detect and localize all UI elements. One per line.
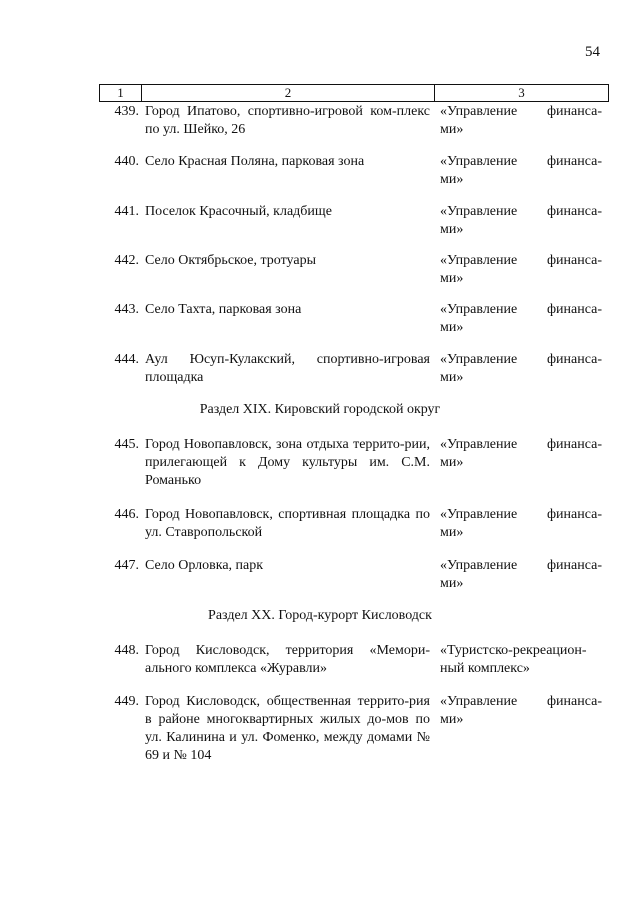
org-word-1: «Управление	[440, 352, 518, 367]
org-word-2: финанса-	[546, 437, 602, 452]
section-title: Раздел XIX. Кировский городской округ	[199, 402, 441, 417]
row-number: 440.	[114, 154, 139, 169]
row-organization	[440, 351, 602, 387]
org-word-2: финанса-	[546, 104, 602, 119]
row-description: Поселок Красочный, кладбище	[145, 204, 332, 219]
row-description: Город Новопавловск, зона отдыха террито-рии, прилегающей к Дому культуры им. С.М. Романько	[145, 437, 430, 488]
row-organization	[440, 252, 602, 288]
row-number: 448.	[114, 643, 139, 658]
org-word-1: «Управление	[440, 437, 518, 452]
row-description: Село Октябрьское, тротуары	[145, 253, 316, 268]
row-number: 449.	[114, 694, 139, 709]
header-col-1: 1	[100, 85, 142, 101]
page-number: 54	[585, 44, 600, 60]
org-word-1: «Туристско-рекреацион-	[440, 643, 587, 658]
org-continuation: ми»	[440, 525, 464, 540]
org-word-2: финанса-	[546, 352, 602, 367]
header-col-3: 3	[518, 85, 525, 100]
row-number: 446.	[114, 507, 139, 522]
org-continuation: ми»	[440, 122, 464, 137]
row-organization	[440, 557, 602, 593]
row-description: Аул Юсуп-Кулакский, спортивно-игровая площадка	[145, 352, 430, 385]
org-word-2: финанса-	[546, 558, 602, 573]
row-organization	[440, 506, 602, 542]
row-description: Город Ипатово, спортивно-игровой ком-плекс по ул. Шейко, 26	[145, 104, 430, 137]
org-word-1: «Управление	[440, 507, 518, 522]
row-description: Село Орловка, парк	[145, 558, 264, 573]
org-continuation: ный комплекс»	[440, 661, 530, 676]
org-word-2: финанса-	[546, 204, 602, 219]
org-word-1: «Управление	[440, 302, 518, 317]
row-description: Село Красная Поляна, парковая зона	[145, 154, 365, 169]
row-description: Село Тахта, парковая зона	[145, 302, 302, 317]
org-continuation: ми»	[440, 370, 464, 385]
org-word-1: «Управление	[440, 104, 518, 119]
org-word-2: финанса-	[546, 154, 602, 169]
header-col-2: 2	[142, 85, 435, 101]
org-continuation: ми»	[440, 712, 464, 727]
org-continuation: ми»	[440, 172, 464, 187]
row-number: 443.	[114, 302, 139, 317]
row-organization	[440, 642, 602, 678]
row-number: 441.	[114, 204, 139, 219]
row-organization	[440, 301, 602, 337]
table-header-row	[99, 84, 609, 102]
row-number: 442.	[114, 253, 139, 268]
section-title: Раздел XX. Город-курорт Кисловодск	[208, 608, 432, 623]
row-organization	[440, 103, 602, 139]
org-word-1: «Управление	[440, 204, 518, 219]
org-continuation: ми»	[440, 455, 464, 470]
row-organization	[440, 203, 602, 239]
row-number: 439.	[114, 104, 139, 119]
org-continuation: ми»	[440, 320, 464, 335]
row-organization	[440, 693, 602, 729]
org-word-2: финанса-	[546, 302, 602, 317]
org-word-2: финанса-	[546, 507, 602, 522]
org-continuation: ми»	[440, 271, 464, 286]
org-word-1: «Управление	[440, 694, 518, 709]
row-number: 444.	[114, 352, 139, 367]
row-organization	[440, 153, 602, 189]
row-description: Город Новопавловск, спортивная площадка по ул. Ставропольской	[145, 507, 430, 540]
row-organization	[440, 436, 602, 472]
row-number: 447.	[114, 558, 139, 573]
row-number: 445.	[114, 437, 139, 452]
org-word-1: «Управление	[440, 558, 518, 573]
row-description: Город Кисловодск, территория «Мемори-ального комплекса «Журавли»	[145, 643, 430, 676]
row-description: Город Кисловодск, общественная террито-рия в районе многоквартирных жилых до-мов по ул. Калинина и ул. Фоменко, между домами № 69 и № 104	[145, 694, 430, 763]
org-word-2: финанса-	[546, 694, 602, 709]
org-word-1: «Управление	[440, 154, 518, 169]
org-continuation: ми»	[440, 222, 464, 237]
org-word-1: «Управление	[440, 253, 518, 268]
org-word-2: финанса-	[546, 253, 602, 268]
org-continuation: ми»	[440, 576, 464, 591]
